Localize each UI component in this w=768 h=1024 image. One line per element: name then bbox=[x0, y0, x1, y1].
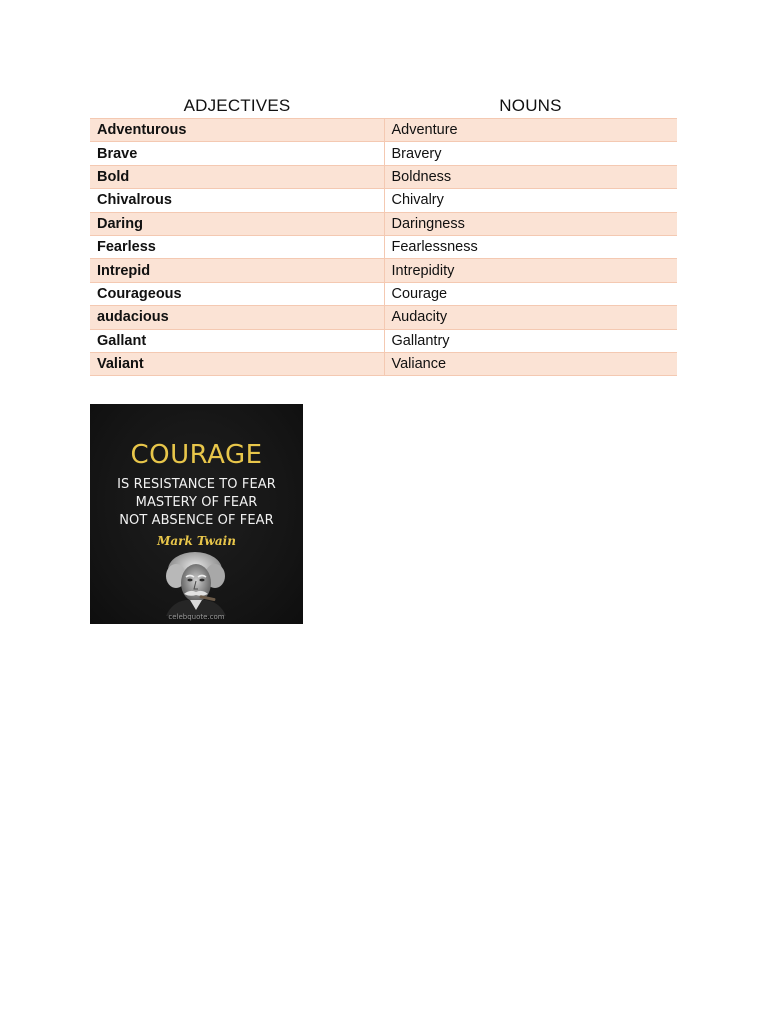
table-row bbox=[90, 142, 677, 165]
noun-cell: Courage bbox=[384, 282, 677, 305]
noun-cell: Daringness bbox=[384, 212, 677, 235]
adjective-cell: Intrepid bbox=[90, 259, 384, 282]
table-row bbox=[90, 282, 677, 305]
adjective-cell: Adventurous bbox=[90, 119, 384, 142]
noun-cell: Boldness bbox=[384, 165, 677, 188]
table-row bbox=[90, 235, 677, 258]
adjective-cell: audacious bbox=[90, 306, 384, 329]
noun-cell: Valiance bbox=[384, 352, 677, 375]
noun-cell: Adventure bbox=[384, 119, 677, 142]
quote-title: COURAGE bbox=[130, 440, 263, 470]
table-row bbox=[90, 352, 677, 375]
quote-author: Mark Twain bbox=[157, 534, 236, 548]
noun-cell: Bravery bbox=[384, 142, 677, 165]
adjective-noun-table bbox=[90, 93, 677, 376]
table-row bbox=[90, 119, 677, 142]
noun-cell: Intrepidity bbox=[384, 259, 677, 282]
column-header-nouns: NOUNS bbox=[384, 93, 677, 119]
adjective-cell: Courageous bbox=[90, 282, 384, 305]
table-row bbox=[90, 306, 677, 329]
quote-line: IS RESISTANCE TO FEAR bbox=[117, 477, 276, 492]
quote-line: NOT ABSENCE OF FEAR bbox=[119, 513, 274, 528]
adjective-cell: Valiant bbox=[90, 352, 384, 375]
table-row bbox=[90, 329, 677, 352]
adjective-cell: Fearless bbox=[90, 235, 384, 258]
quote-line: MASTERY OF FEAR bbox=[135, 495, 258, 510]
noun-cell: Fearlessness bbox=[384, 235, 677, 258]
table-row bbox=[90, 189, 677, 212]
noun-cell: Gallantry bbox=[384, 329, 677, 352]
adjective-cell: Daring bbox=[90, 212, 384, 235]
adjective-cell: Gallant bbox=[90, 329, 384, 352]
noun-cell: Audacity bbox=[384, 306, 677, 329]
quote-credit-text: celebquote.com bbox=[168, 613, 225, 621]
table-header-row bbox=[90, 93, 677, 119]
table-row bbox=[90, 259, 677, 282]
table-row bbox=[90, 165, 677, 188]
table-row bbox=[90, 212, 677, 235]
adjective-cell: Brave bbox=[90, 142, 384, 165]
courage-quote-image bbox=[90, 404, 303, 624]
noun-cell: Chivalry bbox=[384, 189, 677, 212]
author-portrait bbox=[162, 550, 230, 616]
adjective-cell: Bold bbox=[90, 165, 384, 188]
adjective-cell: Chivalrous bbox=[90, 189, 384, 212]
column-header-adjectives: ADJECTIVES bbox=[90, 93, 384, 119]
